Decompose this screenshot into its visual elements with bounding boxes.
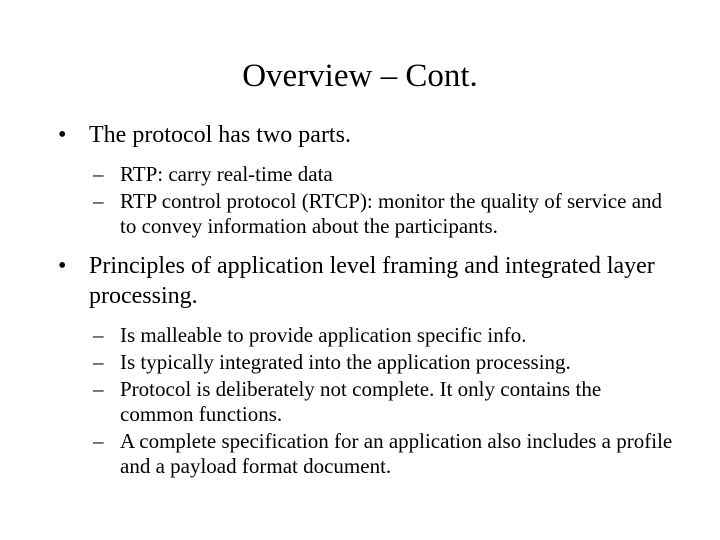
sub-bullet-item [89,350,678,375]
sub-bullet-item [89,323,678,348]
bullet-list [58,120,678,481]
dash-marker: – [93,323,104,347]
sub-bullet-text: RTP: carry real-time data [120,162,333,186]
bullet-text: The protocol has two parts. [89,122,351,148]
sub-bullet-list [89,162,678,239]
sub-bullet-text: Protocol is deliberately not complete. It only contains the common functions. [120,377,602,426]
sub-bullet-item [89,162,678,187]
dash-marker: – [93,377,104,401]
bullet-text: Principles of application level framing and integrated layer processing. [89,253,655,309]
dash-marker: – [93,429,104,453]
sub-bullet-text: Is malleable to provide application specific info. [120,323,527,347]
bullet-marker: • [58,122,67,148]
slide-title: Overview – Cont. [242,58,478,94]
sub-bullet-text: RTP control protocol (RTCP): monitor the quality of service and to convey information about the participants. [120,189,663,238]
bullet-item [58,120,678,239]
sub-bullet-item [89,377,678,427]
bullet-marker: • [58,253,67,279]
bullet-item [58,251,678,479]
dash-marker: – [93,189,104,213]
dash-marker: – [93,350,104,374]
sub-bullet-list [89,323,678,479]
sub-bullet-item [89,189,678,239]
dash-marker: – [93,162,104,186]
sub-bullet-text: Is typically integrated into the application processing. [120,350,571,374]
sub-bullet-text: A complete specification for an application also includes a profile and a payload format document. [120,429,673,478]
sub-bullet-item [89,429,678,479]
